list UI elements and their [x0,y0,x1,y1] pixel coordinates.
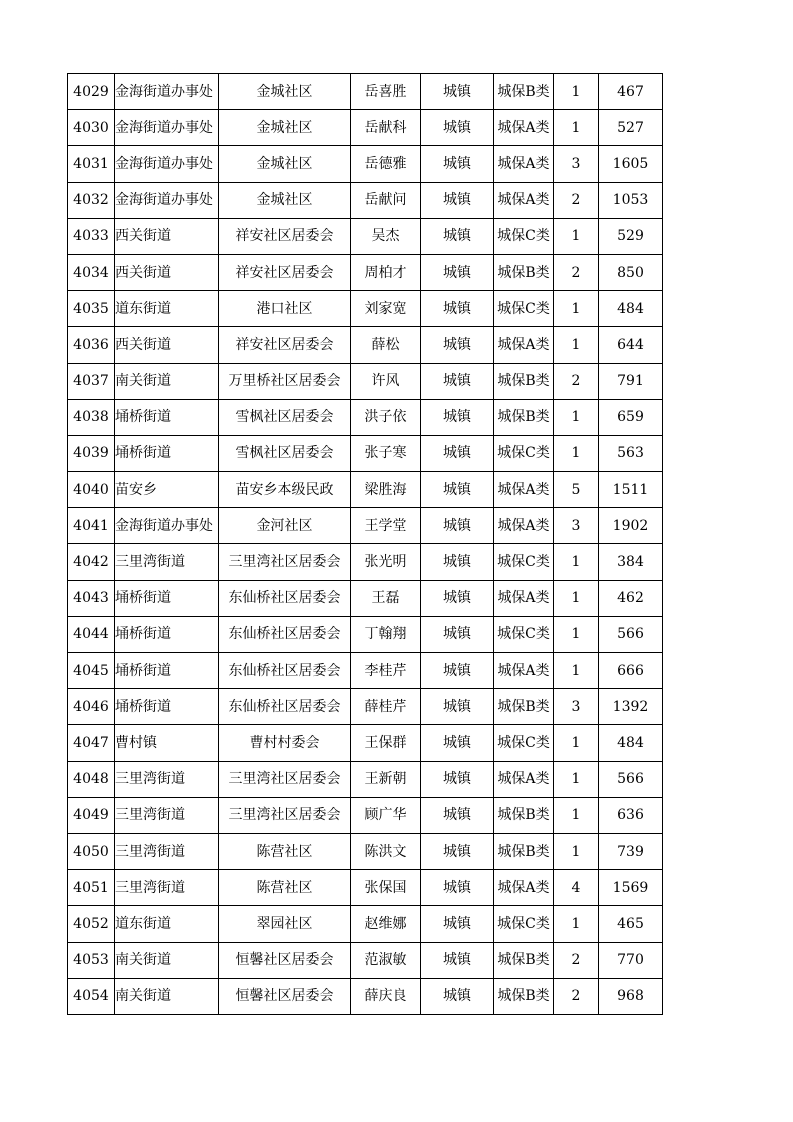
subsidy-category-cell: 城保B类 [494,833,554,869]
community-cell: 苗安乡本级民政 [219,472,351,508]
subsidy-amount-cell: 666 [599,653,663,689]
community-cell: 东仙桥社区居委会 [219,580,351,616]
subsidy-roster-table [67,73,663,1015]
recipient-name-cell: 陈洪文 [351,833,421,869]
household-count-cell: 1 [554,616,599,652]
table-row [68,689,663,725]
subsidy-category-cell: 城保C类 [494,725,554,761]
subsidy-category-cell: 城保A类 [494,146,554,182]
household-type-cell: 城镇 [421,833,494,869]
subsidy-category-cell: 城保B类 [494,942,554,978]
subsidy-category-cell: 城保B类 [494,74,554,110]
roster-body [68,74,663,1015]
household-count-cell: 1 [554,653,599,689]
household-count-cell: 1 [554,110,599,146]
recipient-name-cell: 周柏才 [351,254,421,290]
street-office-cell: 道东街道 [115,906,219,942]
household-count-cell: 3 [554,146,599,182]
subsidy-amount-cell: 529 [599,218,663,254]
table-row [68,218,663,254]
recipient-name-cell: 王新朝 [351,761,421,797]
household-type-cell: 城镇 [421,544,494,580]
subsidy-amount-cell: 659 [599,399,663,435]
recipient-name-cell: 李桂芹 [351,653,421,689]
street-office-cell: 埇桥街道 [115,689,219,725]
record-id-cell: 4030 [68,110,115,146]
street-office-cell: 金海街道办事处 [115,74,219,110]
household-type-cell: 城镇 [421,435,494,471]
community-cell: 金城社区 [219,110,351,146]
household-type-cell: 城镇 [421,761,494,797]
subsidy-amount-cell: 563 [599,435,663,471]
recipient-name-cell: 岳喜胜 [351,74,421,110]
community-cell: 陈营社区 [219,833,351,869]
household-count-cell: 1 [554,291,599,327]
subsidy-amount-cell: 484 [599,725,663,761]
subsidy-category-cell: 城保C类 [494,218,554,254]
street-office-cell: 三里湾街道 [115,870,219,906]
household-count-cell: 2 [554,978,599,1014]
record-id-cell: 4037 [68,363,115,399]
community-cell: 万里桥社区居委会 [219,363,351,399]
community-cell: 恒馨社区居委会 [219,978,351,1014]
table-row [68,399,663,435]
record-id-cell: 4042 [68,544,115,580]
subsidy-category-cell: 城保A类 [494,508,554,544]
recipient-name-cell: 吴杰 [351,218,421,254]
record-id-cell: 4053 [68,942,115,978]
recipient-name-cell: 薛庆良 [351,978,421,1014]
household-type-cell: 城镇 [421,146,494,182]
recipient-name-cell: 岳献问 [351,182,421,218]
subsidy-amount-cell: 770 [599,942,663,978]
table-row [68,653,663,689]
household-count-cell: 2 [554,942,599,978]
table-row [68,182,663,218]
subsidy-amount-cell: 1511 [599,472,663,508]
record-id-cell: 4044 [68,616,115,652]
community-cell: 三里湾社区居委会 [219,544,351,580]
household-type-cell: 城镇 [421,580,494,616]
street-office-cell: 埇桥街道 [115,435,219,471]
table-row [68,291,663,327]
record-id-cell: 4048 [68,761,115,797]
household-count-cell: 1 [554,580,599,616]
subsidy-amount-cell: 467 [599,74,663,110]
recipient-name-cell: 薛松 [351,327,421,363]
recipient-name-cell: 岳献科 [351,110,421,146]
household-type-cell: 城镇 [421,616,494,652]
subsidy-category-cell: 城保A类 [494,870,554,906]
street-office-cell: 金海街道办事处 [115,110,219,146]
street-office-cell: 南关街道 [115,942,219,978]
community-cell: 东仙桥社区居委会 [219,689,351,725]
street-office-cell: 三里湾街道 [115,761,219,797]
record-id-cell: 4033 [68,218,115,254]
record-id-cell: 4036 [68,327,115,363]
household-type-cell: 城镇 [421,399,494,435]
household-count-cell: 1 [554,544,599,580]
household-type-cell: 城镇 [421,291,494,327]
record-id-cell: 4052 [68,906,115,942]
subsidy-amount-cell: 739 [599,833,663,869]
recipient-name-cell: 许风 [351,363,421,399]
household-type-cell: 城镇 [421,870,494,906]
street-office-cell: 南关街道 [115,978,219,1014]
recipient-name-cell: 张保国 [351,870,421,906]
subsidy-category-cell: 城保B类 [494,978,554,1014]
subsidy-category-cell: 城保A类 [494,653,554,689]
record-id-cell: 4040 [68,472,115,508]
subsidy-category-cell: 城保A类 [494,182,554,218]
record-id-cell: 4051 [68,870,115,906]
street-office-cell: 曹村镇 [115,725,219,761]
household-count-cell: 1 [554,435,599,471]
subsidy-category-cell: 城保B类 [494,399,554,435]
table-row [68,435,663,471]
subsidy-category-cell: 城保B类 [494,797,554,833]
subsidy-amount-cell: 1053 [599,182,663,218]
subsidy-amount-cell: 636 [599,797,663,833]
community-cell: 金城社区 [219,182,351,218]
record-id-cell: 4054 [68,978,115,1014]
community-cell: 雪枫社区居委会 [219,435,351,471]
household-type-cell: 城镇 [421,653,494,689]
record-id-cell: 4029 [68,74,115,110]
recipient-name-cell: 薛桂芹 [351,689,421,725]
record-id-cell: 4035 [68,291,115,327]
street-office-cell: 道东街道 [115,291,219,327]
subsidy-category-cell: 城保A类 [494,110,554,146]
record-id-cell: 4031 [68,146,115,182]
street-office-cell: 金海街道办事处 [115,182,219,218]
household-count-cell: 1 [554,74,599,110]
subsidy-amount-cell: 465 [599,906,663,942]
record-id-cell: 4043 [68,580,115,616]
table-row [68,725,663,761]
household-type-cell: 城镇 [421,978,494,1014]
table-row [68,833,663,869]
community-cell: 东仙桥社区居委会 [219,616,351,652]
subsidy-category-cell: 城保C类 [494,435,554,471]
household-count-cell: 4 [554,870,599,906]
household-type-cell: 城镇 [421,689,494,725]
table-row [68,363,663,399]
household-type-cell: 城镇 [421,797,494,833]
subsidy-category-cell: 城保A类 [494,472,554,508]
street-office-cell: 埇桥街道 [115,653,219,689]
subsidy-amount-cell: 566 [599,761,663,797]
record-id-cell: 4041 [68,508,115,544]
street-office-cell: 三里湾街道 [115,797,219,833]
recipient-name-cell: 王磊 [351,580,421,616]
household-count-cell: 1 [554,725,599,761]
community-cell: 翠园社区 [219,906,351,942]
community-cell: 祥安社区居委会 [219,327,351,363]
recipient-name-cell: 刘家宽 [351,291,421,327]
subsidy-category-cell: 城保B类 [494,689,554,725]
subsidy-category-cell: 城保A类 [494,327,554,363]
table-row [68,580,663,616]
community-cell: 祥安社区居委会 [219,218,351,254]
recipient-name-cell: 张光明 [351,544,421,580]
table-row [68,797,663,833]
recipient-name-cell: 梁胜海 [351,472,421,508]
community-cell: 港口社区 [219,291,351,327]
street-office-cell: 金海街道办事处 [115,146,219,182]
household-type-cell: 城镇 [421,363,494,399]
street-office-cell: 西关街道 [115,254,219,290]
street-office-cell: 埇桥街道 [115,580,219,616]
household-type-cell: 城镇 [421,906,494,942]
household-count-cell: 1 [554,761,599,797]
household-type-cell: 城镇 [421,74,494,110]
household-count-cell: 1 [554,797,599,833]
household-count-cell: 1 [554,327,599,363]
household-type-cell: 城镇 [421,942,494,978]
community-cell: 金城社区 [219,74,351,110]
subsidy-amount-cell: 566 [599,616,663,652]
recipient-name-cell: 王学堂 [351,508,421,544]
household-count-cell: 2 [554,254,599,290]
community-cell: 三里湾社区居委会 [219,797,351,833]
subsidy-amount-cell: 1569 [599,870,663,906]
subsidy-category-cell: 城保C类 [494,616,554,652]
table-row [68,110,663,146]
street-office-cell: 南关街道 [115,363,219,399]
household-type-cell: 城镇 [421,218,494,254]
household-type-cell: 城镇 [421,472,494,508]
recipient-name-cell: 洪子依 [351,399,421,435]
community-cell: 祥安社区居委会 [219,254,351,290]
subsidy-amount-cell: 1902 [599,508,663,544]
household-count-cell: 3 [554,508,599,544]
record-id-cell: 4050 [68,833,115,869]
table-row [68,906,663,942]
subsidy-amount-cell: 527 [599,110,663,146]
street-office-cell: 苗安乡 [115,472,219,508]
community-cell: 恒馨社区居委会 [219,942,351,978]
table-row [68,472,663,508]
table-row [68,870,663,906]
subsidy-category-cell: 城保B类 [494,363,554,399]
table-row [68,327,663,363]
household-count-cell: 2 [554,363,599,399]
table-row [68,254,663,290]
household-type-cell: 城镇 [421,725,494,761]
table-row [68,544,663,580]
recipient-name-cell: 王保群 [351,725,421,761]
subsidy-amount-cell: 644 [599,327,663,363]
subsidy-amount-cell: 1392 [599,689,663,725]
household-count-cell: 1 [554,218,599,254]
subsidy-category-cell: 城保A类 [494,761,554,797]
household-type-cell: 城镇 [421,327,494,363]
household-count-cell: 1 [554,399,599,435]
street-office-cell: 三里湾街道 [115,833,219,869]
record-id-cell: 4038 [68,399,115,435]
subsidy-category-cell: 城保B类 [494,254,554,290]
community-cell: 三里湾社区居委会 [219,761,351,797]
subsidy-category-cell: 城保A类 [494,580,554,616]
record-id-cell: 4046 [68,689,115,725]
street-office-cell: 埇桥街道 [115,399,219,435]
household-count-cell: 5 [554,472,599,508]
recipient-name-cell: 岳德雅 [351,146,421,182]
subsidy-amount-cell: 1605 [599,146,663,182]
table-row [68,508,663,544]
table-row [68,761,663,797]
subsidy-amount-cell: 384 [599,544,663,580]
household-count-cell: 1 [554,833,599,869]
community-cell: 曹村村委会 [219,725,351,761]
table-row [68,616,663,652]
street-office-cell: 埇桥街道 [115,616,219,652]
street-office-cell: 三里湾街道 [115,544,219,580]
subsidy-amount-cell: 791 [599,363,663,399]
household-type-cell: 城镇 [421,508,494,544]
household-count-cell: 1 [554,906,599,942]
household-count-cell: 2 [554,182,599,218]
community-cell: 东仙桥社区居委会 [219,653,351,689]
community-cell: 金城社区 [219,146,351,182]
street-office-cell: 金海街道办事处 [115,508,219,544]
household-type-cell: 城镇 [421,110,494,146]
record-id-cell: 4039 [68,435,115,471]
subsidy-amount-cell: 484 [599,291,663,327]
table-row [68,74,663,110]
subsidy-category-cell: 城保C类 [494,906,554,942]
household-type-cell: 城镇 [421,254,494,290]
community-cell: 陈营社区 [219,870,351,906]
recipient-name-cell: 张子寒 [351,435,421,471]
subsidy-category-cell: 城保C类 [494,291,554,327]
community-cell: 雪枫社区居委会 [219,399,351,435]
table-row [68,146,663,182]
street-office-cell: 西关街道 [115,218,219,254]
table-row [68,942,663,978]
table-row [68,978,663,1014]
recipient-name-cell: 顾广华 [351,797,421,833]
recipient-name-cell: 范淑敏 [351,942,421,978]
record-id-cell: 4034 [68,254,115,290]
subsidy-amount-cell: 968 [599,978,663,1014]
recipient-name-cell: 丁翰翔 [351,616,421,652]
community-cell: 金河社区 [219,508,351,544]
subsidy-category-cell: 城保C类 [494,544,554,580]
record-id-cell: 4047 [68,725,115,761]
recipient-name-cell: 赵维娜 [351,906,421,942]
street-office-cell: 西关街道 [115,327,219,363]
subsidy-amount-cell: 850 [599,254,663,290]
record-id-cell: 4032 [68,182,115,218]
record-id-cell: 4045 [68,653,115,689]
household-type-cell: 城镇 [421,182,494,218]
household-count-cell: 3 [554,689,599,725]
subsidy-amount-cell: 462 [599,580,663,616]
record-id-cell: 4049 [68,797,115,833]
